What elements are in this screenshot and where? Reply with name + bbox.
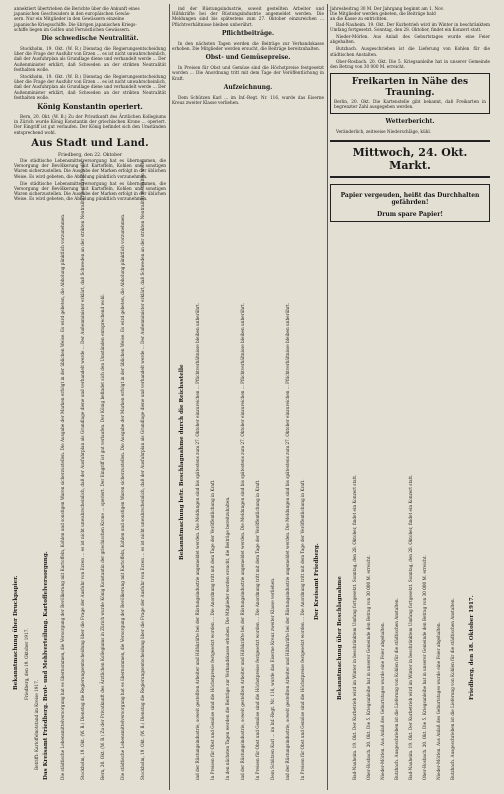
article-text: Die städtische Lebensmittelversorgung hat es übernommen, die Versorgung der Bevölkerung mit Kartoffeln, Kohlen und sonstigen Waren sicherzustellen. Die Ausgabe der Marken erfolgt in der üblichen Weise. Es wird gebeten, die Abholung pünktlich vorzunehmen. (14, 157, 166, 179)
rotated-notice-text: Die städtische Lebensmittelversorgung hat es übernommen, die Versorgung der Bevölkerung mit Kartoffeln, Kohlen und sonstigen Waren sicherzustellen. Die Ausgabe der Marken erfolgt in der üblichen Weise. Es wird gebeten, die Abholung pünktlich vorzunehmen. (60, 213, 65, 780)
text-line: japanischen Geschwaders in den europäischen Gewäs- (14, 11, 131, 17)
article-text: In Preisen für Obst und Gemüse sind die Höchstpreise festgesetzt worden ... Die Anordnung tritt mit dem Tage der Veröffentlichung in Kraft. (172, 65, 324, 81)
rotated-notice-text: Bad-Nauheim. 19. Okt. Der Kurbetrieb wird im Winter in beschränktem Umfang fortgesetzt. Sonntag, den 28. Oktober, findet ein Konzert statt. (352, 474, 357, 780)
market-banner: Mittwoch, 24. Okt. Markt. (330, 140, 490, 178)
rotated-notice-text: Stockholm, 19. Okt. (W. B.) Dienstag die Regierungsentscheidung über die Frage der Ausfuhr von Erzen ... es ist nicht unwahrscheinlich, daß der Ausfuhrplan als Grundlage diene und verhandelt werde ... Der Außenminister erklärt, daß Schweden an der strikten Neutralität festhalten wolle. (80, 159, 85, 780)
rotated-notice-text: Bad-Nauheim. 19. Okt. Der Kurbetrieb wird im Winter in beschränktem Umfang fortgesetzt. Sonntag, den 28. Oktober, findet ein Konzert statt. (408, 474, 413, 780)
rotated-notice-text: In Preisen für Obst und Gemüse sind die Höchstpreise festgesetzt worden ... Die Anordnung tritt mit dem Tage der Veröffentlichung in Kraft. (255, 479, 260, 780)
column-3 (330, 6, 490, 226)
weather-text: Veränderlich, zeitweise Niederschläge, kühl. (336, 128, 432, 134)
article-text: Nieder-Mörlen. Aus Anlaß des Geburtstages wurde eine Feier abgehalten. (330, 33, 490, 45)
column-divider (169, 4, 170, 790)
paper-notice-line: Papier vergeuden, heißt das Durchhalten gefährden! (340, 191, 480, 207)
rotated-notice-text: Dem Schützen Karl ... im Inf.-Regt. Nr. 116, wurde das Eiserne Kreuz zweiter Klasse verliehen. (270, 577, 275, 780)
article-text: ind der Rüstungsindustrie, soweit gestellten Arbeiter und Hilfskräfte bei der Rüstungsindustrie angemeldet werden. Die Meldungen sind bis spätestens zum 27. Oktober einzureichen ... Pflichtverhältnisse bleiben unberührt. (172, 6, 324, 27)
article-text: Die städtische Lebensmittelversorgung hat es übernommen, die Versorgung der Bevölkerung mit Kartoffeln, Kohlen und sonstigen Waren sicherzustellen. Die Ausgabe der Marken erfolgt in der üblichen Weise. Es wird gebeten, die Abholung pünktlich vorzunehmen. (14, 180, 166, 202)
rotated-notice-text: Nieder-Mörlen. Aus Anlaß des Geburtstages wurde eine Feier abgehalten. (436, 622, 441, 780)
rotated-notice-text: ind der Rüstungsindustrie, soweit gestellten Arbeiter und Hilfskräfte bei der Rüstungsindustrie angemeldet werden. Die Meldungen sind bis spätestens zum 27. Oktober einzureichen ... Pflichtverhältnisse bleiben unberührt. (285, 302, 290, 780)
article-heading: Die schwedische Neutralität. (41, 34, 139, 42)
article-text: In den nächsten Tagen werden die Beiträge zur Verbandskasse erhoben. Die Mitglieder werden ersucht, die Beiträge bereitzuhalten. (172, 40, 324, 52)
rotated-notice-text: In Preisen für Obst und Gemüse sind die Höchstpreise festgesetzt worden ... Die Anordnung tritt mit dem Tage der Veröffentlichung in Kraft. (210, 479, 215, 780)
article-heading: Obst- und Gemüsepreise. (205, 54, 291, 62)
text-line: schiffe liegen im Golfen und Fernöstlichen Gewässern. (14, 26, 131, 32)
rotated-notice-text: In Preisen für Obst und Gemüse sind die Höchstpreise festgesetzt worden ... Die Anordnung tritt mit dem Tage der Veröffentlichung in Kraft. (300, 479, 305, 780)
rotated-signature: Der Kreisamt Friedberg. (314, 543, 320, 620)
intro-lines (330, 6, 490, 22)
article-text: Ober-Rosbach. 20. Okt. Die 5. Kriegsanleihe hat in unserer Gemeinde den Betrag von 30 000 M. erreicht. (330, 58, 490, 69)
weather-heading: Wetterbericht. (385, 117, 435, 125)
rotated-notice-date: Friedberg, den 18. Oktober 1917. (469, 595, 475, 700)
text-line: an die Kasse zu entrichten. (330, 16, 388, 22)
rotated-notice-text: Stockholm, 19. Okt. (W. B.) Dienstag die Regierungsentscheidung über die Frage der Ausfuhr von Erzen ... es ist nicht unwahrscheinlich, daß der Ausfuhrplan als Grundlage diene und verhandelt werde ... Der Außenminister erklärt, daß Schweden an der strikten Neutralität festhalten wolle. (140, 159, 145, 780)
column-2 (172, 6, 324, 107)
rotated-notice-title: Bekanntmachung über Druckpapier. (13, 575, 19, 690)
article-text: Stockholm, 19. Okt. (W. B.) Dienstag die Regierungsentscheidung über die Frage der Ausfuhr von Erzen ... es ist nicht unwahrscheinlich, daß der Ausfuhrplan als Grundlage diene und verhandelt werde ... Der Außenminister erklärt, daß Schweden an der strikten Neutralität festhalten wolle. (14, 73, 166, 100)
article-heading: Aufzeichnung. (223, 83, 273, 91)
rotated-notice-text: Die städtische Lebensmittelversorgung hat es übernommen, die Versorgung der Bevölkerung mit Kartoffeln, Kohlen und sonstigen Waren sicherzustellen. Die Ausgabe der Marken erfolgt in der üblichen Weise. Es wird gebeten, die Abholung pünktlich vorzunehmen. (120, 213, 125, 780)
article-text: Bern, 20. Okt. (W. B.) Zu der Privatkunft des Ärztlichen Kollegiums in Zürich wurde König Konstantin der griechischen Krone ... operiert. Der Eingriff ist gut verlaufen. Der König befindet sich den Umständen entsprechend wohl. (14, 113, 166, 135)
rotated-notice-text: Ober-Rosbach. 20. Okt. Die 5. Kriegsanleihe hat in unserer Gemeinde den Betrag von 30 000 M. erreicht. (422, 555, 427, 780)
article-heading: König Konstantin operiert. (37, 101, 143, 111)
rotated-notice-text: Bern, 20. Okt. (W. B.) Zu der Privatkunft des Ärztlichen Kollegiums in Zürich wurde König Konstantin der griechischen Krone ... operiert. Der Eingriff ist gut verlaufen. Der König befindet sich den Umständen entsprechend wohl. (100, 294, 105, 780)
text-line: annektiert übertrieben die Berichte über die Ankunft eines (14, 6, 140, 11)
rotated-notice-title: Bekanntmachung über Beschlagnahme (337, 576, 343, 700)
section-heading: Aus Stadt und Land. (31, 137, 149, 149)
rotated-notice-text: ind der Rüstungsindustrie, soweit gestellten Arbeiter und Hilfskräfte bei der Rüstungsindustrie angemeldet werden. Die Meldungen sind bis spätestens zum 27. Oktober einzureichen ... Pflichtverhältnisse bleiben unberührt. (240, 302, 245, 780)
rotated-notice-title: Bekanntmachung betr. Beschlagnahme durch die Reichsstelle (179, 364, 185, 560)
article-heading: Pflichtbeiträge. (221, 29, 275, 37)
boxed-notice-title: Freikarten in Nähe des Trauning. (351, 77, 469, 99)
article-text: Butzbach. Ausgeschrieben ist die Lieferung von Kohlen für die städtischen Anstalten. (330, 46, 490, 57)
boxed-notice (330, 73, 490, 113)
rotated-notice-text: Ober-Rosbach. 20. Okt. Die 5. Kriegsanleihe hat in unserer Gemeinde den Betrag von 30 000 M. erreicht. (366, 555, 371, 780)
article-text: Bad-Nauheim. 19. Okt. Der Kurbetrieb wird im Winter in beschränktem Umfang fortgesetzt. Sonntag, den 28. Oktober, findet ein Konzert statt. (330, 21, 490, 32)
rotated-notice-bold: Das Kreisamt Friedberg. Brot- und Mehlverteilung. Kartoffelversorgung. (43, 551, 49, 780)
rotated-notice-header: Betrifft: Kartoffelnotstand im Kreise 1917. (34, 679, 39, 770)
text-line: Jahresbeitrag 30 M. Der Jahrgang beginnt am 1. Nov. (330, 6, 444, 11)
text-line: japanische Kriegsschiffe. Die übrigen japanischen Kriegs- (14, 21, 137, 27)
paper-notice-line: Drum spare Papier! (376, 210, 444, 218)
column-divider (327, 4, 328, 790)
rotated-notice-text: Butzbach. Ausgeschrieben ist die Lieferung von Kohlen für die städtischen Anstalten. (450, 598, 455, 780)
article-text: Dem Schützen Karl ... im Inf.-Regt. Nr. 116, wurde das Eiserne Kreuz zweiter Klasse verliehen. (172, 94, 324, 106)
rotated-notice-text: Nieder-Mörlen. Aus Anlaß des Geburtstages wurde eine Feier abgehalten. (380, 622, 385, 780)
text-line: Die Mitglieder werden gebeten, die Beiträge bald (330, 11, 436, 17)
rotated-notice-text: Butzbach. Ausgeschrieben ist die Lieferung von Kohlen für die städtischen Anstalten. (394, 598, 399, 780)
paper-notice (330, 184, 490, 223)
article-text: Stockholm, 19. Okt. (W. B.) Dienstag die Regierungsentscheidung über die Frage der Ausfuhr von Erzen ... es ist nicht unwahrscheinlich, daß der Ausfuhrplan als Grundlage diene und verhandelt werde ... Der Außenminister erklärt, daß Schweden an der strikten Neutralität festhalten wolle. (14, 45, 166, 72)
intro-lines (14, 6, 166, 32)
text-line: sern. Nur ein Mitglieder in den Gewässern einzelne (14, 16, 125, 22)
boxed-notice-text: Berlin, 20. Okt. Die Kartenstelle gibt bekannt, daß Freikarten in begrenzter Zahl ausgegeben werden. (334, 99, 486, 110)
rotated-notice-text: In den nächsten Tagen werden die Beiträge zur Verbandskasse erhoben. Die Mitglieder werden ersucht, die Beiträge bereitzuhalten. (225, 496, 230, 780)
rotated-notice-text: ind der Rüstungsindustrie, soweit gestellten Arbeiter und Hilfskräfte bei der Rüstungsindustrie angemeldet werden. Die Meldungen sind bis spätestens zum 27. Oktober einzureichen ... Pflichtverhältnisse bleiben unberührt. (195, 302, 200, 780)
dateline: Friedberg, den 22. Oktober (57, 152, 123, 158)
rotated-notice-date: Friedberg, den 19. Oktober 1917. (24, 628, 29, 700)
